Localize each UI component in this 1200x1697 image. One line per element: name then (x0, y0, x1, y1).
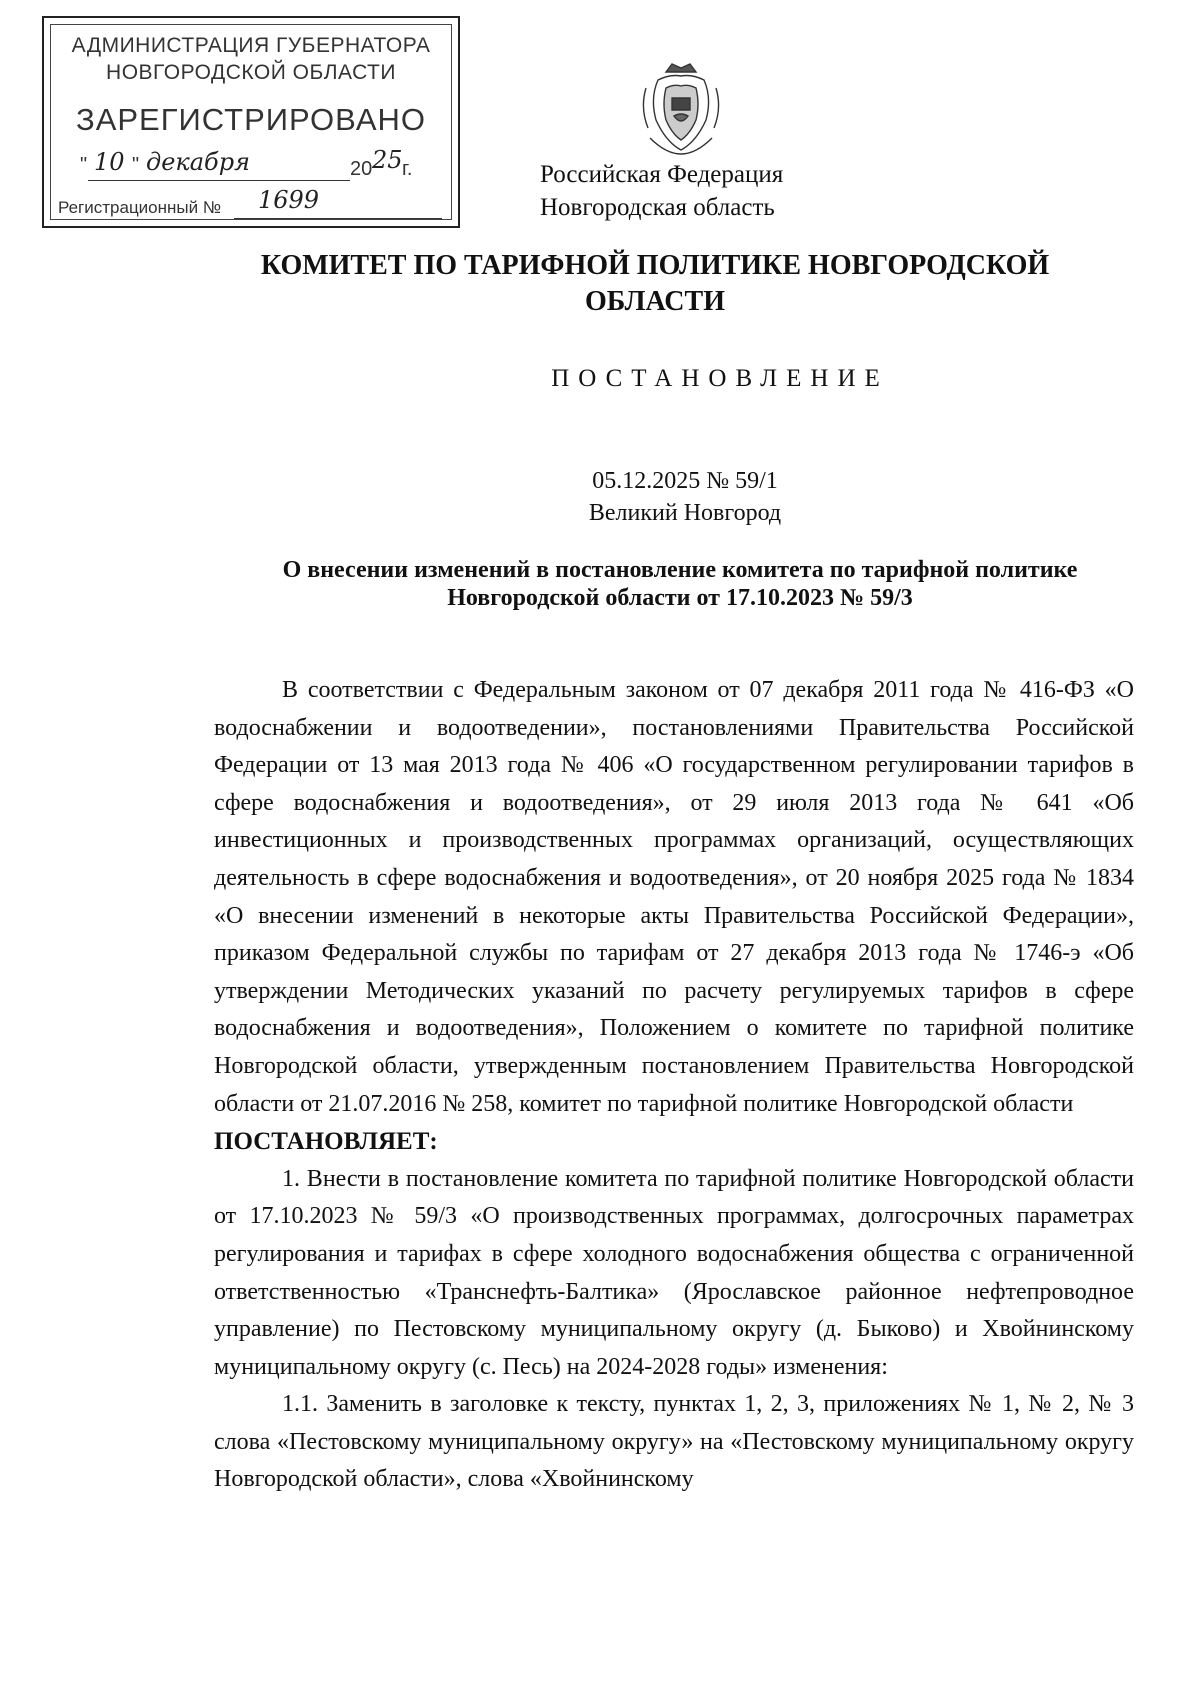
stamp-date-underline (88, 180, 350, 181)
stamp-reg-number: 1699 (258, 186, 320, 214)
preamble-paragraph: В соответствии с Федеральным законом от 07 декабря 2011 года № 416-ФЗ «О водоснабжении и водоотведении», постановлениями Правительства Российской Федерации от 13 мая 2013 года № 406 «О государственном регулировании тарифов в сфере водоснабжения и водоотведения», от 29 июля 2013 года № 641 «Об инвестиционных и производственных программах организаций, осуществляющих деятельность в сфере водоснабжения и водоотведения», от 20 ноября 2025 года № 1834 «О внесении изменений в некоторые акты Правительства Российской Федерации», приказом Федеральной службы по тарифам от 27 декабря 2013 года № 1746-э «Об утверждении Методических указаний по расчету регулируемых тарифов в сфере водоснабжения и водоотведения», Положением о комитете по тарифной политике Новгородской области, утвержденным постановлением Правительства Новгородской области от 21.07.2016 № 258, комитет по тарифной политике Новгородской области (214, 677, 1134, 1117)
resolves-heading: ПОСТАНОВЛЯЕТ: (214, 1128, 438, 1156)
region-name: Новгородская область (540, 194, 775, 221)
stamp-date-row: " 10 " декабря 20 25 г. (80, 146, 413, 180)
stamp-year-suffix: 25 (372, 146, 403, 174)
committee-title-line1: КОМИТЕТ ПО ТАРИФНОЙ ПОЛИТИКЕ НОВГОРОДСКОЙ (260, 250, 1050, 281)
stamp-org-line1: АДМИНИСТРАЦИЯ ГУБЕРНАТОРА (71, 34, 431, 57)
document-body (214, 672, 1134, 1499)
subject-line2: Новгородской области от 17.10.2023 № 59/3 (447, 585, 913, 611)
committee-title (230, 248, 1080, 320)
stamp-number-row (58, 186, 448, 218)
registration-stamp (42, 16, 460, 228)
item-1-paragraph: 1. Внести в постановление комитета по тарифной политике Новгородской области от 17.10.2023 № 59/3 «О производственных программах, долгосрочных параметрах регулирования и тарифах в сфере холодного водоснабжения общества с ограниченной ответственностью «Транснефть-Балтика» (Ярославское районное нефтепроводное управление) по Пестовскому муниципальному округу (д. Быково) и Хвойнинскому муниципальному округу (с. Песь) на 2024-2028 годы» изменения: (214, 1165, 1134, 1380)
city: Великий Новгород (588, 500, 782, 526)
item-1-1-paragraph: 1.1. Заменить в заголовке к тексту, пунктах 1, 2, 3, приложениях № 1, № 2, № 3 слова «Пестовскому муниципальному округу» на «Пестовскому муниципальному округу Новгородской области», слова «Хвойнинскому (214, 1391, 1134, 1493)
committee-title-line2: ОБЛАСТИ (585, 286, 725, 317)
stamp-day: 10 (94, 148, 125, 176)
country-name: Российская Федерация (540, 161, 784, 188)
stamp-year-unit: г. (402, 158, 413, 180)
document-type: ПОСТАНОВЛЕНИЕ (551, 365, 889, 392)
stamp-reg-label: Регистрационный № (58, 198, 222, 217)
stamp-status: ЗАРЕГИСТРИРОВАНО (75, 102, 426, 137)
date-number-block (0, 465, 1200, 529)
coat-of-arms-icon (636, 58, 726, 158)
subject-line1: О внесении изменений в постановление комитета по тарифной политике (282, 557, 1078, 583)
stamp-organization (44, 32, 458, 86)
stamp-month: декабря (146, 148, 250, 176)
stamp-number-underline (234, 218, 442, 219)
document-subject (200, 556, 1160, 612)
country-region-block (540, 158, 783, 224)
stamp-year-prefix: 20 (350, 158, 373, 180)
date-number: 05.12.2025 № 59/1 (592, 468, 778, 494)
stamp-org-line2: НОВГОРОДСКОЙ ОБЛАСТИ (106, 61, 396, 84)
